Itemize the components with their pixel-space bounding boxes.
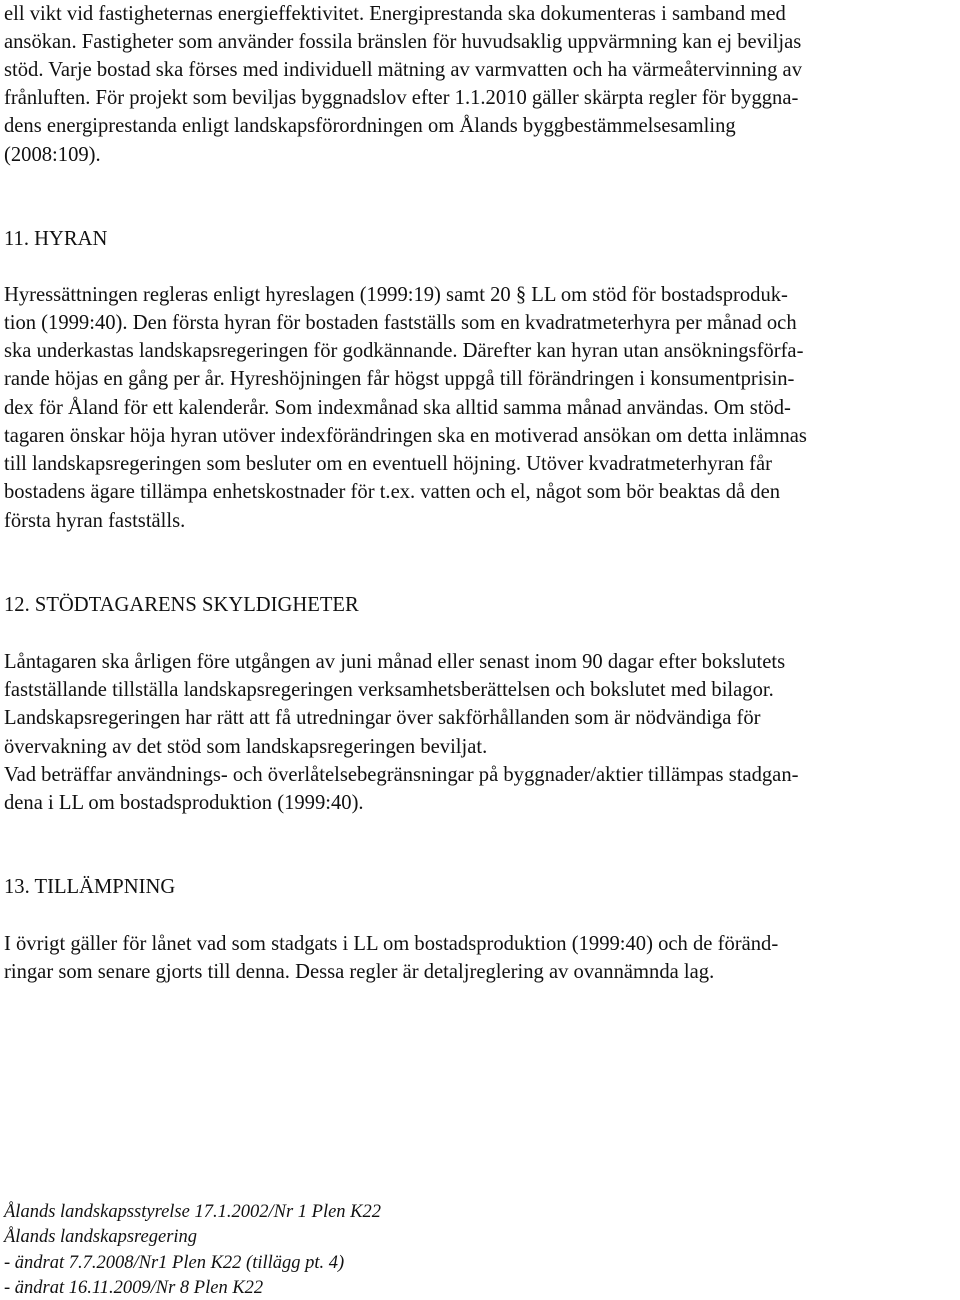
text-line: ska underkastas landskapsregeringen för godkännande. Därefter kan hyran utan ansökningsförfa- [4, 340, 804, 362]
text-line: bostadens ägare tillämpa enhetskostnader för t.ex. vatten och el, något som bör beaktas då den [4, 481, 781, 503]
section-12-heading: 12. STÖDTAGARENS SKYLDIGHETER [4, 594, 359, 616]
text-line: Vad beträffar användnings- och överlåtelsebegränsningar på byggnader/aktier tillämpas stadgan- [4, 764, 799, 786]
footer-line: Ålands landskapsregering [4, 1227, 198, 1247]
text-line: I övrigt gäller för lånet vad som stadgats i LL om bostadsproduktion (1999:40) och de föränd- [4, 933, 779, 955]
text-line: frånluften. För projekt som beviljas byggnadslov efter 1.1.2010 gäller skärpta regler för byggna- [4, 87, 799, 109]
text-line: rande höjas en gång per år. Hyreshöjningen får högst uppgå till förändringen i konsumentprisin- [4, 368, 795, 390]
section-11-heading: 11. HYRAN [4, 228, 108, 250]
text-line: dex för Åland för ett kalenderår. Som indexmånad ska alltid samma månad användas. Om stöd- [4, 397, 791, 419]
text-line: till landskapsregeringen som besluter om en eventuell höjning. Utöver kvadratmeterhyran får [4, 453, 773, 475]
footer-line: Ålands landskapsstyrelse 17.1.2002/Nr 1 Plen K22 [4, 1202, 382, 1222]
text-line: ansökan. Fastigheter som använder fossila bränslen för huvudsaklig uppvärmning kan ej beviljas [4, 31, 802, 53]
text-line: tagaren önskar höja hyran utöver indexförändringen ska en motiverad ansökan om detta inlämnas [4, 425, 807, 447]
text-line: dens energiprestanda enligt landskapsförordningen om Ålands byggbestämmelsesamling [4, 115, 736, 137]
text-line: stöd. Varje bostad ska förses med individuell mätning av varmvatten och ha värmeåtervinning av [4, 59, 802, 81]
text-line: tion (1999:40). Den första hyran för bostaden fastställs som en kvadratmeterhyra per månad och [4, 312, 797, 334]
text-line: ringar som senare gjorts till denna. Dessa regler är detaljreglering av ovannämnda lag. [4, 961, 715, 983]
text-line: övervakning av det stöd som landskapsregeringen beviljat. [4, 736, 488, 758]
text-line: dena i LL om bostadsproduktion (1999:40). [4, 792, 364, 814]
text-line: första hyran fastställs. [4, 510, 186, 532]
text-line: (2008:109). [4, 144, 101, 166]
footer-line: - ändrat 7.7.2008/Nr1 Plen K22 (tillägg pt. 4) [4, 1253, 345, 1273]
text-line: ell vikt vid fastigheternas energieffektivitet. Energiprestanda ska dokumenteras i samband med [4, 3, 786, 25]
footer-line: - ändrat 16.11.2009/Nr 8 Plen K22 [4, 1278, 264, 1298]
section-13-heading: 13. TILLÄMPNING [4, 876, 176, 898]
text-line: Landskapsregeringen har rätt att få utredningar över sakförhållanden som är nödvändiga för [4, 707, 761, 729]
text-line: Hyressättningen regleras enligt hyreslagen (1999:19) samt 20 § LL om stöd för bostadsproduk- [4, 284, 788, 306]
text-line: fastställande tillställa landskapsregeringen verksamhetsberättelsen och bokslutet med bilagor. [4, 679, 774, 701]
text-line: Låntagaren ska årligen före utgången av juni månad eller senast inom 90 dagar efter bokslutets [4, 651, 786, 673]
